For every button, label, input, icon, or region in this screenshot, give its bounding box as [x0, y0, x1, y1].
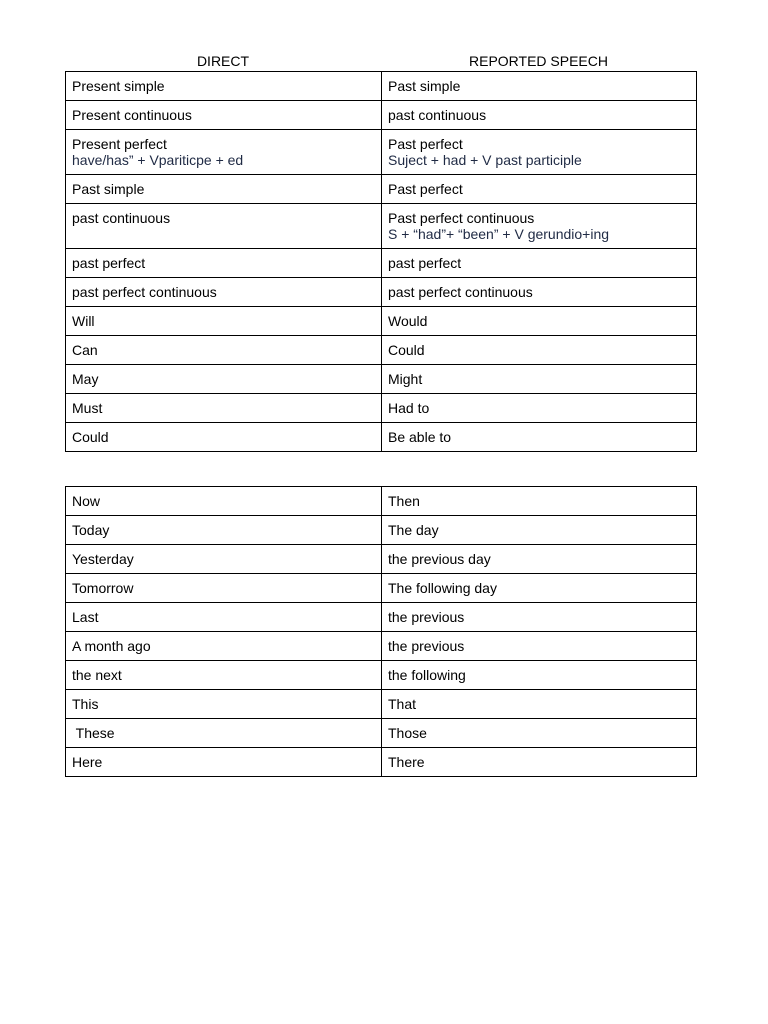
direct-column-header: DIRECT: [196, 53, 250, 69]
reported-text: Past simple: [388, 78, 461, 94]
direct-text: Must: [72, 400, 103, 416]
reported-text: Past perfect: [388, 181, 463, 197]
table-row: [66, 574, 697, 603]
table-row: [66, 365, 697, 394]
reported-cell: [382, 719, 697, 748]
reported-cell: [382, 394, 697, 423]
reported-text: past perfect: [388, 255, 462, 271]
tense-conversion-table: [65, 71, 697, 452]
reported-cell: [382, 336, 697, 365]
table-row: [66, 394, 697, 423]
reported-text: The following day: [388, 580, 497, 596]
direct-cell: [66, 423, 382, 452]
reported-cell: [382, 130, 697, 175]
direct-cell: [66, 336, 382, 365]
reported-cell: [382, 307, 697, 336]
table-row: [66, 487, 697, 516]
reported-cell: [382, 204, 697, 249]
direct-text: May: [72, 371, 99, 387]
reported-cell: [382, 516, 697, 545]
reported-cell: [382, 690, 697, 719]
direct-cell: [66, 249, 382, 278]
table-row: [66, 249, 697, 278]
table-row: [66, 516, 697, 545]
direct-cell: [66, 130, 382, 175]
direct-text: Could: [72, 429, 109, 445]
reported-cell: [382, 545, 697, 574]
direct-cell: [66, 661, 382, 690]
direct-cell: [66, 574, 382, 603]
table-row: [66, 603, 697, 632]
table-row: [66, 632, 697, 661]
reported-text: past continuous: [388, 107, 487, 123]
direct-text: Yesterday: [72, 551, 134, 567]
direct-cell: [66, 307, 382, 336]
reported-cell: [382, 661, 697, 690]
direct-text: These: [72, 725, 115, 741]
direct-cell: [66, 487, 382, 516]
table-row: [66, 661, 697, 690]
reported-cell: [382, 423, 697, 452]
reported-text: Past perfect: [388, 136, 463, 152]
table-row: [66, 278, 697, 307]
direct-text: Can: [72, 342, 98, 358]
reported-text: the following: [388, 667, 466, 683]
table-row: [66, 690, 697, 719]
table-row: [66, 101, 697, 130]
reported-text: past perfect continuous: [388, 284, 533, 300]
reported-speech-column-header: REPORTED SPEECH: [469, 53, 608, 69]
direct-cell: [66, 278, 382, 307]
direct-cell: [66, 72, 382, 101]
table-row: [66, 336, 697, 365]
reported-text: Had to: [388, 400, 430, 416]
reported-cell: [382, 365, 697, 394]
direct-text: past perfect: [72, 255, 146, 271]
reported-text: Would: [388, 313, 428, 329]
reported-text: the previous day: [388, 551, 491, 567]
reported-cell: [382, 249, 697, 278]
time-expression-table: [65, 486, 697, 777]
direct-text: Present continuous: [72, 107, 192, 123]
direct-cell: [66, 748, 382, 777]
reported-text: The day: [388, 522, 439, 538]
direct-cell: [66, 690, 382, 719]
direct-text: This: [72, 696, 99, 712]
reported-text: There: [388, 754, 425, 770]
reported-cell: [382, 101, 697, 130]
direct-text: Present simple: [72, 78, 165, 94]
direct-cell: [66, 204, 382, 249]
direct-cell: [66, 175, 382, 204]
reported-text: the previous: [388, 638, 465, 654]
table-row: [66, 545, 697, 574]
direct-text: past continuous: [72, 210, 171, 226]
reported-text: Those: [388, 725, 427, 741]
reported-cell: [382, 487, 697, 516]
reported-formula-text: Suject + had + V past participle: [388, 152, 582, 168]
direct-text: Now: [72, 493, 101, 509]
direct-cell: [66, 545, 382, 574]
direct-cell: [66, 719, 382, 748]
table-row: [66, 72, 697, 101]
direct-cell: [66, 603, 382, 632]
reported-text: Past perfect continuous: [388, 210, 535, 226]
direct-text: A month ago: [72, 638, 151, 654]
reported-text: Could: [388, 342, 425, 358]
reported-formula-text: S + “had”+ “been” + V gerundio+ing: [388, 226, 610, 242]
table-row: [66, 130, 697, 175]
direct-text: Here: [72, 754, 103, 770]
reported-cell: [382, 175, 697, 204]
reported-cell: [382, 748, 697, 777]
reported-text: Then: [388, 493, 420, 509]
reported-cell: [382, 632, 697, 661]
direct-text: Past simple: [72, 181, 145, 197]
table-row: [66, 423, 697, 452]
reported-cell: [382, 72, 697, 101]
direct-text: Tomorrow: [72, 580, 134, 596]
table-row: [66, 175, 697, 204]
table-row: [66, 719, 697, 748]
direct-cell: [66, 101, 382, 130]
reported-text: Might: [388, 371, 423, 387]
direct-text: past perfect continuous: [72, 284, 217, 300]
table-row: [66, 204, 697, 249]
table-row: [66, 748, 697, 777]
table-row: [66, 307, 697, 336]
direct-text: Last: [72, 609, 99, 625]
reported-cell: [382, 603, 697, 632]
direct-cell: [66, 632, 382, 661]
reported-cell: [382, 574, 697, 603]
reported-text: That: [388, 696, 417, 712]
direct-text: Present perfect: [72, 136, 167, 152]
direct-formula-text: have/has” + Vpariticpe + ed: [72, 152, 244, 168]
direct-text: the next: [72, 667, 122, 683]
reported-cell: [382, 278, 697, 307]
direct-text: Today: [72, 522, 110, 538]
reported-text: the previous: [388, 609, 465, 625]
direct-text: Will: [72, 313, 95, 329]
direct-cell: [66, 516, 382, 545]
reported-text: Be able to: [388, 429, 452, 445]
direct-cell: [66, 365, 382, 394]
direct-cell: [66, 394, 382, 423]
